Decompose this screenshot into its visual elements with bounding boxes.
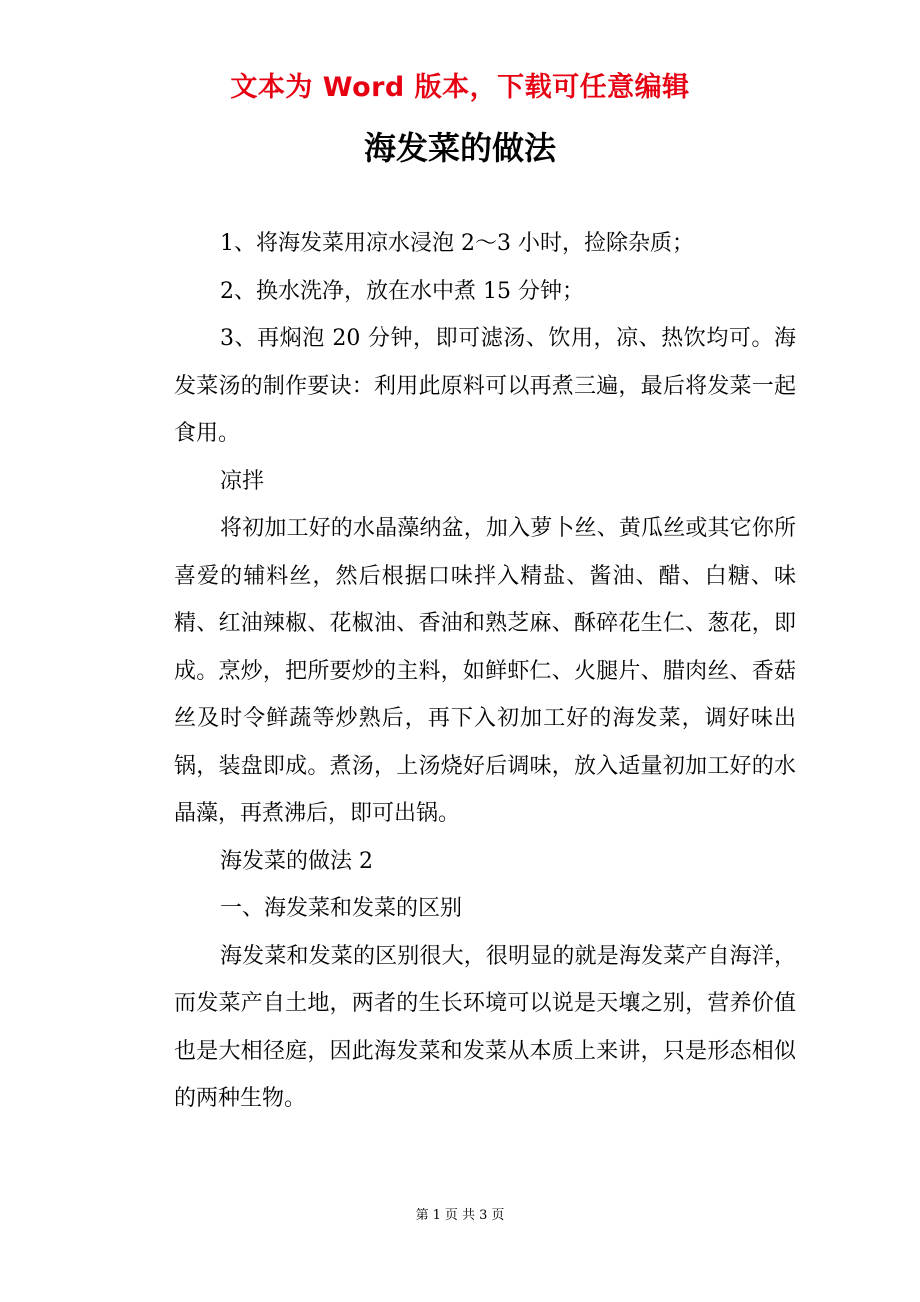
paragraph-difference-text: 海发菜和发菜的区别很大，很明显的就是海发菜产自海洋，而发菜产自土地，两者的生长环境可以说是天壤之别，营养价值也是大相径庭，因此海发菜和发菜从本质上来讲，只是形态相似的两种生物。: [174, 943, 796, 1111]
paragraph-subheading-cold-mix: 凉拌: [220, 468, 265, 494]
footer-total-pages: 3: [479, 1208, 488, 1223]
paragraph-subheading-difference: 一、海发菜和发菜的区别: [220, 896, 463, 921]
page-title: 海发菜的做法: [363, 129, 556, 167]
paragraph-section-heading: 海发菜的做法 2: [220, 848, 373, 874]
download-banner: 文本为 Word 版本，下载可任意编辑: [230, 72, 690, 103]
footer-prefix: 第: [415, 1208, 429, 1223]
paragraph-step-2: 2、换水洗净，放在水中煮 15 分钟；: [220, 278, 584, 304]
page-footer: [0, 1206, 920, 1226]
footer-suffix: 页: [491, 1208, 505, 1223]
footer-middle: 页 共: [444, 1208, 476, 1223]
paragraph-step-1: 1、将海发菜用凉水浸泡 2～3 小时，捡除杂质；: [220, 231, 694, 256]
paragraph-step-3: 3、再焖泡 20 分钟，即可滤汤、饮用，凉、热饮均可。海发菜汤的制作要诀：利用此原料可以再煮三遍，最后将发菜一起食用。: [174, 326, 796, 446]
document-body: [174, 220, 796, 1123]
footer-current-page: 1: [432, 1208, 441, 1223]
paragraph-cold-mix-method: 将初加工好的水晶藻纳盆，加入萝卜丝、黄瓜丝或其它你所喜爱的辅料丝，然后根据口味拌入精盐、酱油、醋、白糖、味精、红油辣椒、花椒油、香油和熟芝麻、酥碎花生仁、葱花，即成。烹炒，把所要炒的主料，如鲜虾仁、火腿片、腊肉丝、香菇丝及时令鲜蔬等炒熟后，再下入初加工好的海发菜，调好味出锅，装盘即成。煮汤，上汤烧好后调味，放入适量初加工好的水晶藻，再煮沸后，即可出锅。: [174, 516, 796, 826]
